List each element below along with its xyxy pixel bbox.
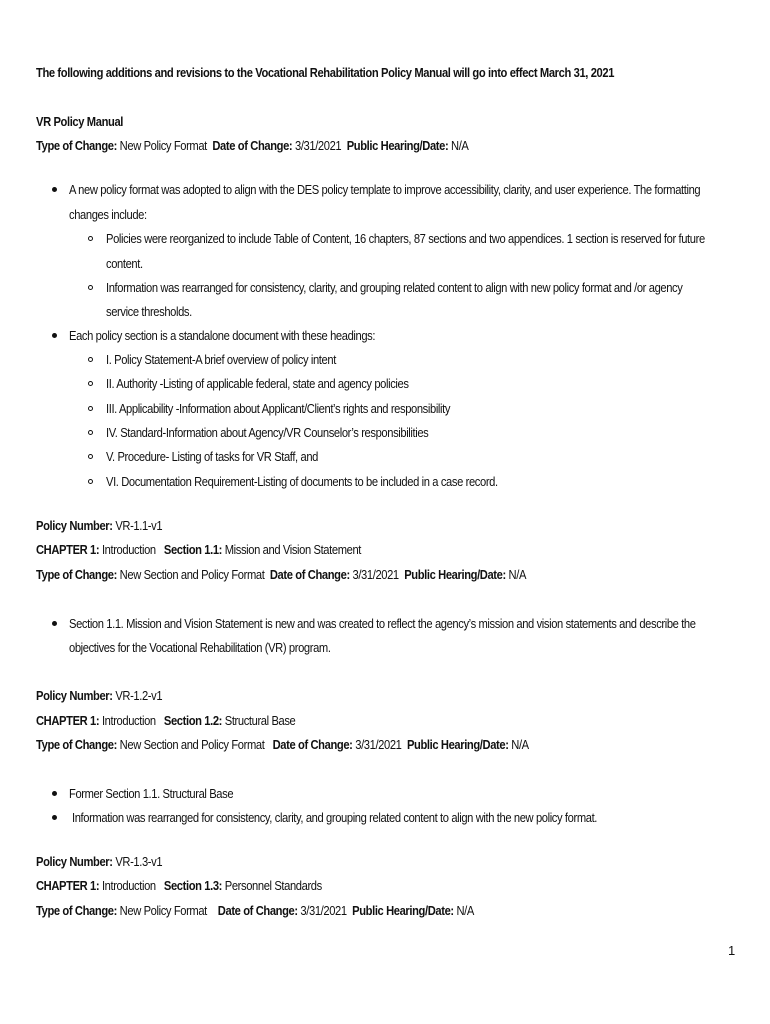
- sub-bullet-circle: [88, 236, 93, 241]
- section-label: Section 1.1:: [163, 542, 223, 557]
- bullet-text: Section 1.1. Mission and Vision Statement is new and was created to reflect the agency’s mission and vision statements and describe the: [69, 616, 696, 631]
- chapter-value: Introduction: [101, 713, 156, 728]
- change-line: [36, 736, 529, 754]
- public-hearing-label: Public Hearing/Date:: [352, 903, 454, 918]
- type-of-change-value: New Policy Format: [119, 138, 207, 153]
- date-of-change-value: 3/31/2021: [294, 138, 342, 153]
- heading-item: III. Applicability -Information about Applicant/Client’s rights and responsibility: [106, 401, 451, 416]
- sub-bullet-circle: [88, 406, 93, 411]
- date-of-change-label: Date of Change:: [217, 903, 298, 918]
- heading-item: IV. Standard-Information about Agency/VR Counselor’s responsibilities: [106, 425, 429, 440]
- chapter-value: Introduction: [101, 542, 156, 557]
- bullet-dot: [52, 791, 57, 796]
- manual-change-line: [36, 137, 469, 155]
- section-value: Personnel Standards: [224, 878, 322, 893]
- sub-bullet-circle: [88, 285, 93, 290]
- bullet-text: Former Section 1.1. Structural Base: [69, 786, 234, 801]
- bullet-dot: [52, 187, 57, 192]
- sub-bullet-circle: [88, 479, 93, 484]
- date-of-change-label: Date of Change:: [212, 138, 293, 153]
- change-line: [36, 566, 526, 584]
- sub-bullet-text: service thresholds.: [106, 304, 192, 319]
- heading-item: II. Authority -Listing of applicable federal, state and agency policies: [106, 376, 409, 391]
- bullet-text: objectives for the Vocational Rehabilitation (VR) program.: [69, 640, 331, 655]
- bullet-dot: [52, 333, 57, 338]
- policy-number-value: VR-1.1-v1: [115, 518, 163, 533]
- section-label: Section 1.3:: [163, 878, 223, 893]
- intro-text: The following additions and revisions to the Vocational Rehabilitation Policy Manual will go into effect March 31, 2021: [36, 65, 615, 80]
- date-of-change-value: 3/31/2021: [300, 903, 347, 918]
- sub-bullet-circle: [88, 357, 93, 362]
- page-number: 1: [728, 943, 736, 958]
- section-label: Section 1.2:: [163, 713, 223, 728]
- heading-item: V. Procedure- Listing of tasks for VR Staff, and: [106, 449, 318, 464]
- type-of-change-label: Type of Change:: [36, 737, 117, 752]
- policy-number-label: Policy Number:: [36, 854, 113, 869]
- policy-number-line: [36, 853, 162, 871]
- public-hearing-label: Public Hearing/Date:: [406, 737, 509, 752]
- sub-bullet-circle: [88, 454, 93, 459]
- chapter-value: Introduction: [101, 878, 156, 893]
- chapter-label: CHAPTER 1:: [36, 878, 100, 893]
- public-hearing-label: Public Hearing/Date:: [346, 138, 449, 153]
- section-value: Mission and Vision Statement: [224, 542, 361, 557]
- sub-bullet-text: content.: [106, 256, 143, 271]
- sub-bullet-circle: [88, 381, 93, 386]
- date-of-change-label: Date of Change:: [269, 567, 350, 582]
- bullet-text: Information was rearranged for consistency, clarity, and grouping related content to align with the new policy format.: [72, 810, 598, 825]
- bullet-text: A new policy format was adopted to align with the DES policy template to improve accessibility, clarity, and user experience. The formatting: [69, 182, 701, 197]
- public-hearing-value: N/A: [456, 903, 474, 918]
- policy-number-value: VR-1.3-v1: [115, 854, 163, 869]
- heading-item: I. Policy Statement-A brief overview of policy intent: [106, 352, 336, 367]
- public-hearing-value: N/A: [451, 138, 469, 153]
- bullet-dot: [52, 621, 57, 626]
- chapter-label: CHAPTER 1:: [36, 713, 100, 728]
- heading-item: VI. Documentation Requirement-Listing of documents to be included in a case record.: [106, 474, 498, 489]
- type-of-change-value: New Section and Policy Format: [119, 737, 265, 752]
- policy-number-label: Policy Number:: [36, 688, 113, 703]
- date-of-change-value: 3/31/2021: [355, 737, 402, 752]
- policy-number-line: [36, 687, 162, 705]
- bullet-text: changes include:: [69, 207, 147, 222]
- type-of-change-label: Type of Change:: [36, 567, 117, 582]
- type-of-change-value: New Policy Format: [119, 903, 207, 918]
- change-line: [36, 902, 474, 920]
- policy-number-line: [36, 517, 162, 535]
- section-value: Structural Base: [224, 713, 296, 728]
- type-of-change-value: New Section and Policy Format: [119, 567, 265, 582]
- public-hearing-value: N/A: [511, 737, 529, 752]
- type-of-change-label: Type of Change:: [36, 903, 117, 918]
- sub-bullet-text: Information was rearranged for consistency, clarity, and grouping related content to align with new policy format and /or agency: [106, 280, 683, 295]
- bullet-text: Each policy section is a standalone document with these headings:: [69, 328, 376, 343]
- manual-title: VR Policy Manual: [36, 114, 124, 129]
- date-of-change-value: 3/31/2021: [352, 567, 399, 582]
- type-of-change-label: Type of Change:: [36, 138, 117, 153]
- bullet-dot: [52, 815, 57, 820]
- chapter-line: [36, 877, 322, 895]
- sub-bullet-text: Policies were reorganized to include Table of Content, 16 chapters, 87 sections and two appendices. 1 section is reserved for future: [106, 231, 705, 246]
- public-hearing-value: N/A: [508, 567, 527, 582]
- chapter-line: [36, 541, 361, 559]
- chapter-line: [36, 712, 295, 730]
- policy-number-label: Policy Number:: [36, 518, 113, 533]
- date-of-change-label: Date of Change:: [272, 737, 353, 752]
- policy-number-value: VR-1.2-v1: [115, 688, 163, 703]
- public-hearing-label: Public Hearing/Date:: [404, 567, 506, 582]
- sub-bullet-circle: [88, 430, 93, 435]
- chapter-label: CHAPTER 1:: [36, 542, 100, 557]
